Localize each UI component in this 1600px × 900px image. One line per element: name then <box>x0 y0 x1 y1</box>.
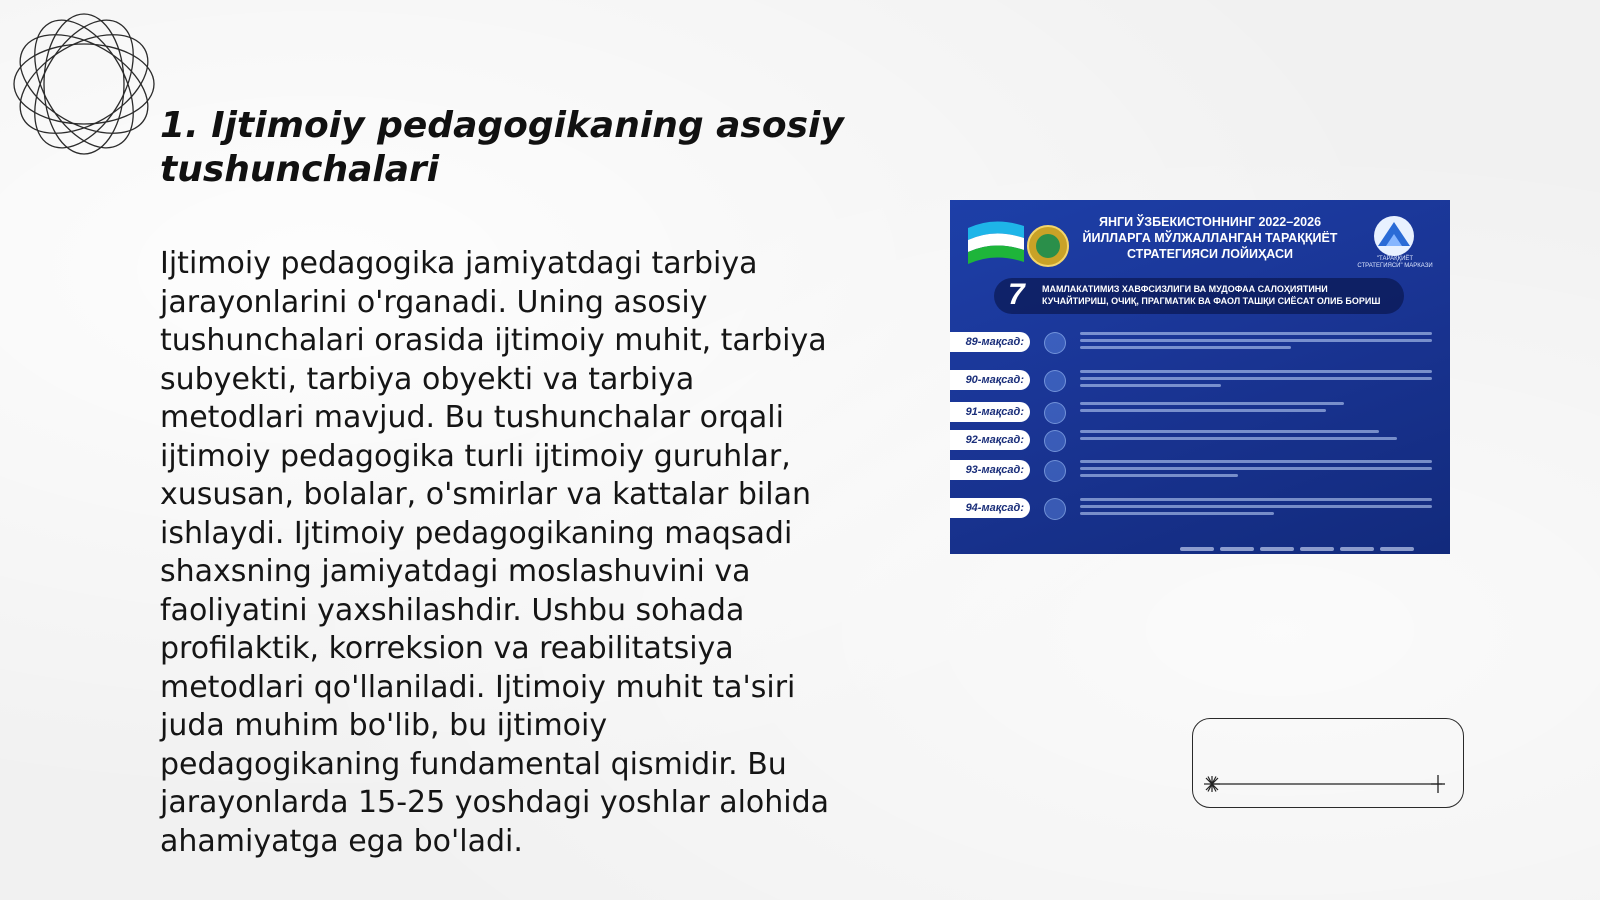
poster-footer-social <box>1180 536 1440 544</box>
slide-body-text: Ijtimoiy pedagogika jamiyatdagi tarbiya jarayonlarini o'rganadi. Uning asosiy tushunchalari orasida ijtimoiy muhit, tarbiya subyekti, tarbiya obyekti va tarbiya metodlari mavjud. Bu tushunchalar orqali ijtimoiy pedagogika turli ijtimoiy guruhlar, xususan, bolalar, o'smirlar va kattalar bilan ishlaydi. Ijtimoiy pedagogikaning maqsadi shaxsning jamiyatdagi moslashuvini va faoliyatini yaxshilashdir. Ushbu sohada profilaktik, korreksion va reabilitatsiya metodlari qo'llaniladi. Ijtimoiy muhit ta'siri juda muhim bo'lib, bu ijtimoiy pedagogikaning fundamental qismidir. Bu jarayonlarda 15-25 yoshdagi yoshlar alohida ahamiyatga ega bo'ladi. <box>160 246 830 859</box>
slide-title: 1. Ijtimoiy pedagogikaning asosiy tushunchalari <box>160 105 844 190</box>
decorative-slider-line <box>1204 775 1452 793</box>
decorative-frame <box>1192 718 1464 808</box>
goal-row <box>950 366 1450 396</box>
shield-icon <box>1044 460 1066 482</box>
goal-label: 91-мақсад: <box>950 402 1030 422</box>
handshake-icon <box>1044 332 1066 354</box>
orbit-rings-icon <box>10 10 158 158</box>
star-cross-icon <box>1431 775 1445 793</box>
goal-label: 89-мақсад: <box>950 332 1030 352</box>
goal-row <box>950 494 1450 524</box>
goal-row <box>950 426 1450 456</box>
goal-row <box>950 328 1450 358</box>
globe-icon <box>1044 370 1066 392</box>
goal-label: 90-мақсад: <box>950 370 1030 390</box>
goal-label: 94-мақсад: <box>950 498 1030 518</box>
strategy-poster-image <box>950 200 1450 554</box>
section-number: 7 <box>1008 278 1025 311</box>
sparkle-icon <box>1204 776 1220 792</box>
flag-circle-icon <box>1044 402 1066 424</box>
goal-description <box>1080 498 1432 519</box>
goal-description <box>1080 370 1432 391</box>
poster-header: ЯНГИ ЎЗБЕКИСТОННИНГ 2022–2026 ЙИЛЛАРГА МЎЛЖАЛЛАНГАН ТАРАҚҚИЁТ СТРАТЕГИЯСИ ЛОЙИҲАСИ <box>1082 215 1338 261</box>
people-icon <box>1044 430 1066 452</box>
goal-description <box>1080 332 1432 353</box>
goal-description <box>1080 430 1432 444</box>
emblem-caption: "ТАРАҚҚИЁТ СТРАТЕГИЯСИ" МАРКАЗИ <box>1357 256 1433 269</box>
goal-label: 92-мақсад: <box>950 430 1030 450</box>
goal-row <box>950 456 1450 486</box>
section-title: МАМЛАКАТИМИЗ ХАВФСИЗЛИГИ ВА МУДОФАА САЛОҲИЯТИНИ КУЧАЙТИРИШ, ОЧИҚ, ПРАГМАТИК ВА ФАОЛ ТАШҚИ СИЁСАТ ОЛИБ БОРИШ <box>1042 284 1381 306</box>
person-icon <box>1044 498 1066 520</box>
goal-label: 93-мақсад: <box>950 460 1030 480</box>
goal-description <box>1080 460 1432 481</box>
goal-description <box>1080 402 1432 416</box>
goal-row <box>950 398 1450 428</box>
uzbekistan-flag-icon <box>964 214 1074 274</box>
